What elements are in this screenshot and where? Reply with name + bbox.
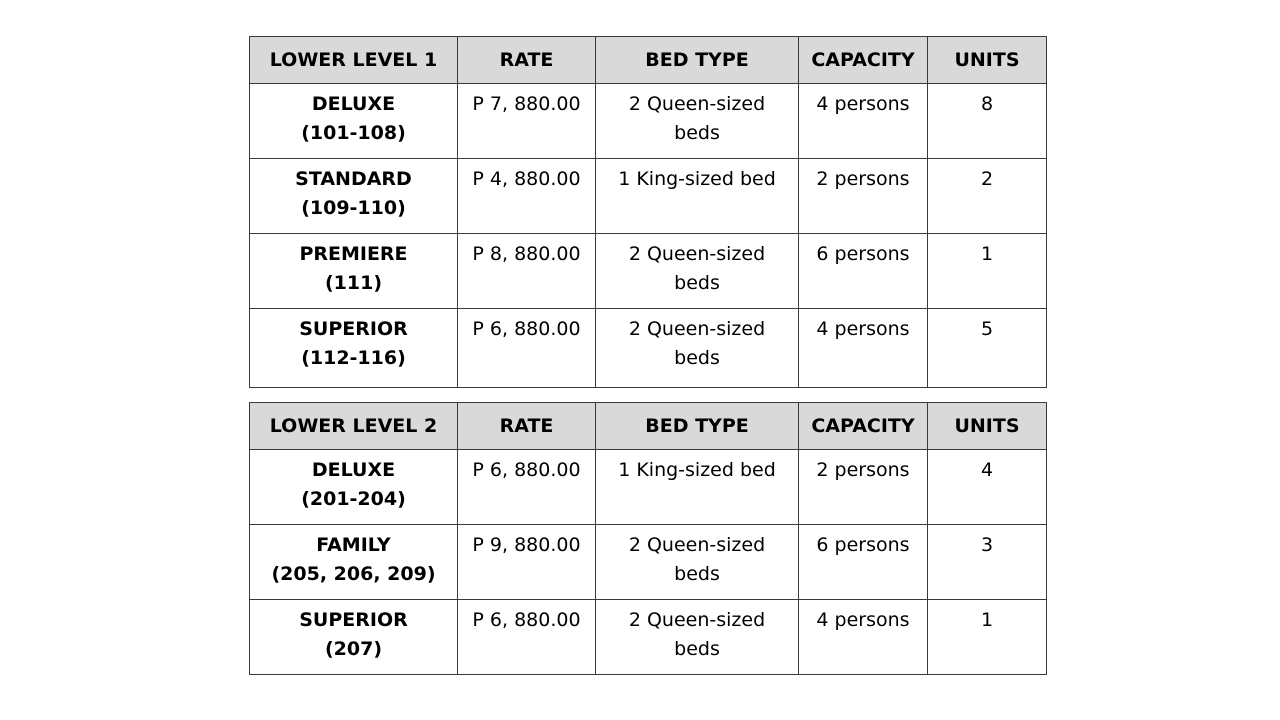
room-cell [250,600,458,675]
bed-type-cell [596,84,799,159]
bed-type-header: BED TYPE [596,37,799,84]
rate-cell: P 6, 880.00 [458,450,596,525]
lower-level-1-table [249,36,1047,388]
table-row [250,84,1047,159]
rate-header: RATE [458,403,596,450]
bed-type-value: 2 Queen-sized beds [628,93,766,144]
bed-type-value: 1 King-sized bed [618,459,776,481]
units-cell: 5 [928,309,1047,388]
level-header: LOWER LEVEL 2 [250,403,458,450]
room-cell [250,450,458,525]
room-numbers: (201-204) [301,488,406,510]
room-numbers: (112-116) [301,347,406,369]
capacity-cell: 2 persons [799,159,928,234]
room-numbers: (205, 206, 209) [271,563,436,585]
rate-cell: P 9, 880.00 [458,525,596,600]
table-row [250,600,1047,675]
rate-cell: P 8, 880.00 [458,234,596,309]
capacity-header: CAPACITY [799,37,928,84]
units-cell: 3 [928,525,1047,600]
bed-type-value: 1 King-sized bed [618,168,776,190]
bed-type-cell [596,309,799,388]
bed-type-value: 2 Queen-sized beds [628,243,766,294]
units-cell: 8 [928,84,1047,159]
table-row [250,450,1047,525]
capacity-cell: 4 persons [799,600,928,675]
bed-type-header: BED TYPE [596,403,799,450]
capacity-cell: 2 persons [799,450,928,525]
room-cell [250,84,458,159]
bed-type-cell [596,234,799,309]
capacity-header: CAPACITY [799,403,928,450]
rate-cell: P 6, 880.00 [458,600,596,675]
rate-cell: P 6, 880.00 [458,309,596,388]
bed-type-value: 2 Queen-sized beds [628,318,766,369]
room-cell [250,525,458,600]
bed-type-value: 2 Queen-sized beds [628,534,766,585]
units-cell: 1 [928,234,1047,309]
capacity-cell: 4 persons [799,84,928,159]
room-cell [250,159,458,234]
rate-header: RATE [458,37,596,84]
table-row [250,309,1047,388]
room-name: DELUXE [311,459,396,481]
table-row [250,525,1047,600]
lower-level-2-table [249,402,1047,675]
bed-type-cell [596,159,799,234]
room-numbers: (207) [324,638,383,660]
units-header: UNITS [928,37,1047,84]
bed-type-value: 2 Queen-sized beds [628,609,766,660]
units-header: UNITS [928,403,1047,450]
level-header: LOWER LEVEL 1 [250,37,458,84]
room-name: SUPERIOR [299,318,408,340]
room-name: STANDARD [295,168,412,190]
units-cell: 2 [928,159,1047,234]
bed-type-cell [596,600,799,675]
table-row [250,234,1047,309]
room-name: SUPERIOR [299,609,408,631]
table-header-row [250,403,1047,450]
units-cell: 1 [928,600,1047,675]
capacity-cell: 6 persons [799,234,928,309]
room-numbers: (111) [324,272,383,294]
capacity-cell: 6 persons [799,525,928,600]
room-cell [250,309,458,388]
room-numbers: (101-108) [301,122,406,144]
units-cell: 4 [928,450,1047,525]
bed-type-cell [596,450,799,525]
room-numbers: (109-110) [301,197,406,219]
room-cell [250,234,458,309]
room-name: PREMIERE [299,243,408,265]
bed-type-cell [596,525,799,600]
capacity-cell: 4 persons [799,309,928,388]
rate-cell: P 4, 880.00 [458,159,596,234]
table-header-row [250,37,1047,84]
room-name: DELUXE [311,93,396,115]
table-row [250,159,1047,234]
room-name: FAMILY [316,534,391,556]
rate-cell: P 7, 880.00 [458,84,596,159]
